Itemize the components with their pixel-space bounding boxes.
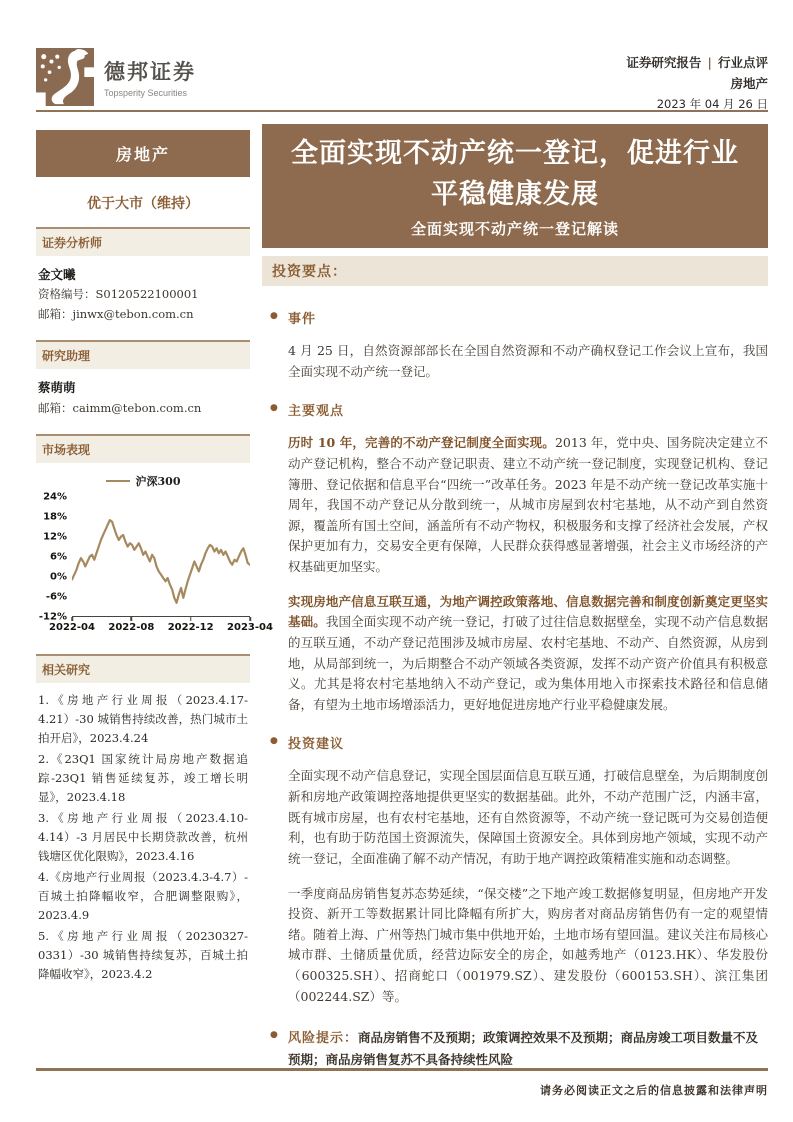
footer-divider bbox=[36, 1068, 768, 1071]
brand-name-cn: 德邦证券 bbox=[104, 61, 196, 84]
y-tick-label: 0% bbox=[50, 571, 67, 583]
y-tick-label: 18% bbox=[43, 511, 67, 523]
brand-name-en: Topsperity Securities bbox=[104, 88, 188, 98]
section-heading: 事件 bbox=[288, 312, 317, 327]
report-header bbox=[36, 48, 768, 114]
report-category: 行业点评 bbox=[717, 55, 768, 70]
industry-tag: 房地产 bbox=[36, 130, 250, 177]
paragraph-view-1: 历时 10 年，完善的不动产登记制度全面实现。2013 年，党中央、国务院决定建立不动产登记机构，整合不动产登记职责、建立不动产统一登记制度，实现登记机构、登记簿册、登记依据和信息平台“四统一”改革任务。2023 年是不动产统一登记改革实施十周年，我国不动产登记从分散到统一，从城市房屋到农村宅基地，从不动产到自然资源，覆盖所有国土空间，涵盖所有不动产物权，积极服务和支撑了经济社会发展，产权保护更加有力，交易安全更有保障，人民群众获得感显著增强，社会主义市场经济的产权基础更加坚实。 bbox=[288, 435, 768, 574]
y-tick-label: -6% bbox=[45, 591, 67, 603]
rating-badge: 优于大市（维持） bbox=[87, 196, 199, 212]
analyst-name: 金文曦 bbox=[38, 267, 76, 282]
report-subtitle: 全面实现不动产统一登记解读 bbox=[410, 220, 619, 238]
x-tick-mark bbox=[131, 617, 133, 621]
bullet-icon: ● bbox=[270, 311, 278, 321]
assistant-name: 蔡萌萌 bbox=[38, 380, 76, 396]
x-tick-mark bbox=[249, 617, 251, 621]
risk-text: 商品房销售不及预期；政策调控效果不及预期；商品房竣工项目数量不及预期；商品房销售复苏不具备持续性风险 bbox=[288, 1030, 759, 1067]
chart-x-ticks bbox=[72, 617, 250, 621]
key-points-header: 投资要点： bbox=[262, 256, 768, 286]
related-research-list bbox=[36, 683, 250, 984]
bullet-icon: ● bbox=[270, 403, 278, 414]
footer-disclaimer: 请务必阅读正文之后的信息披露和法律声明 bbox=[540, 1084, 768, 1097]
section-heading: 主要观点 bbox=[288, 404, 345, 420]
market-chart bbox=[36, 463, 273, 640]
y-tick-label: 12% bbox=[43, 531, 67, 543]
research-item[interactable]: 1.《房地产行业周报（2023.4.17-4.21）-30 城销售持续改善，热门城市土拍开启》，2023.4.24 bbox=[38, 693, 248, 746]
assistant-section-header: 研究助理 bbox=[36, 340, 250, 369]
brand-text bbox=[104, 56, 196, 98]
report-title: 全面实现不动产统一登记，促进行业平稳健康发展 bbox=[291, 138, 739, 210]
assistant-info bbox=[36, 369, 250, 420]
chart-plot-area bbox=[72, 497, 250, 617]
paragraph-lead: 历时 10 年，完善的不动产登记制度全面实现。 bbox=[288, 435, 555, 451]
research-item[interactable]: 4.《房地产行业周报（2023.4.3-4.7）-百城土拍降幅收窄，合肥调整限购》，2023.4.9 bbox=[38, 869, 248, 922]
sidebar bbox=[36, 117, 273, 1071]
assistant-email[interactable]: 邮箱：caimm@tebon.com.cn bbox=[38, 400, 202, 415]
paragraph-advice-1: 全面实现不动产信息登记，实现全国层面信息互联互通，打破信息壁垒，为后期制度创新和房地产政策调控落地提供更坚实的数据基础。此外，不动产范围广泛，内涵丰富，既有城市房屋，也有农村宅基地，还有自然资源等，不动产统一登记既可为交易创造便利，也有助于防范国土资源流失，保障国土资源安全。具体到房地产领域，实现不动产统一登记，全面准确了解不动产情况，有助于地产调控政策精准实施和动态调整。 bbox=[288, 768, 768, 866]
legend-label: 沪深300 bbox=[135, 475, 181, 489]
x-tick-label: 2022-04 bbox=[49, 622, 95, 634]
report-date: 2023 年 04 月 26 日 bbox=[656, 96, 768, 111]
report-type: 证券研究报告 bbox=[626, 55, 702, 70]
section-main-views bbox=[270, 400, 768, 419]
paragraph-view-2: 实现房地产信息互联互通，为地产调控政策落地、信息数据完善和制度创新奠定更坚实基础。我国全面实现不动产统一登记，打破了过往信息数据壁垒，实现不动产信息数据的互联互通，不动产登记范围涉及城市房屋、农村宅基地、不动产、自然资源，从房到地，从局部到统一，为后期整合不动产领域各类资源，发挥不动产资产价值具有积极意义。尤其是将农村宅基地纳入不动产登记，或为集体用地入市探索技术路径和信息储备，有望为土地市场增添活力，更好地促进房地产行业平稳健康发展。 bbox=[288, 593, 768, 712]
section-investment-advice bbox=[270, 733, 768, 752]
section-event bbox=[270, 308, 768, 327]
y-tick-label: 6% bbox=[50, 551, 67, 563]
x-tick-mark bbox=[71, 617, 73, 621]
x-tick-label: 2022-12 bbox=[167, 622, 214, 634]
chart-legend bbox=[36, 473, 250, 489]
header-meta bbox=[626, 48, 768, 114]
paragraph-lead: 实现房地产信息互联互通，为地产调控政策落地、信息数据完善和制度创新奠定更坚实基础。 bbox=[288, 593, 768, 630]
section-heading: 投资建议 bbox=[288, 737, 345, 753]
header-divider bbox=[36, 110, 768, 112]
analyst-cert: 资格编号：S0120522100001 bbox=[38, 287, 199, 302]
research-section-header: 相关研究 bbox=[36, 654, 250, 683]
y-tick-label: -12% bbox=[38, 611, 67, 623]
risk-label: 风险提示： bbox=[288, 1031, 359, 1047]
research-item[interactable]: 2.《23Q1 国家统计局房地产数据追踪-23Q1 销售延续复苏，竣工增长明显》，2023.4.18 bbox=[38, 752, 248, 804]
x-tick-mark bbox=[190, 617, 192, 621]
brand bbox=[36, 48, 196, 106]
report-title-box bbox=[262, 124, 768, 248]
bullet-icon: ● bbox=[270, 736, 278, 747]
analyst-email[interactable]: 邮箱：jinwx@tebon.com.cn bbox=[38, 306, 194, 321]
bullet-icon: ● bbox=[270, 1030, 278, 1041]
y-tick-label: 24% bbox=[43, 491, 67, 503]
section-risk bbox=[270, 1027, 768, 1070]
main-content bbox=[262, 117, 768, 1071]
chart-x-axis bbox=[49, 622, 273, 636]
research-item[interactable]: 3.《房地产行业周报（2023.4.10-4.14）-3 月居民中长期贷款改善，杭州钱塘区优化限购》，2023.4.16 bbox=[38, 810, 248, 863]
market-chart-line-svg bbox=[72, 497, 250, 616]
x-tick-label: 2022-08 bbox=[108, 622, 155, 634]
company-logo-leopard-icon bbox=[36, 48, 94, 106]
paragraph-advice-2: 一季度商品房销售复苏态势延续，“保交楼”之下地产竣工数据修复明显，但房地产开发投资、新开工等数据累计同比降幅有所扩大，购房者对商品房销售仍有一定的观望情绪。随着上海、广州等热门城市集中供地开始，土地市场有望回温。建议关注布局核心城市群、土储质量优质，经营边际安全的房企，如越秀地产（0123.HK）、华发股份（600325.SH）、招商蛇口（001979.SZ）、建发股份（600153.SH）、滨江集团（002244.SZ）等。 bbox=[288, 885, 768, 1004]
legend-line-swatch-icon bbox=[106, 480, 130, 482]
industry-label: 房地产 bbox=[730, 76, 768, 92]
analyst-section-header: 证券分析师 bbox=[36, 227, 250, 256]
research-item[interactable]: 5.《房地产行业周报（20230327-0331）-30 城销售持续复苏，百城土拍降幅收窄》，2023.4.2 bbox=[38, 928, 248, 981]
paragraph-event: 4 月 25 日，自然资源部部长在全国自然资源和不动产确权登记工作会议上宣布，我国全面实现不动产统一登记。 bbox=[288, 343, 768, 379]
market-section-header: 市场表现 bbox=[36, 434, 250, 463]
separator: | bbox=[707, 55, 712, 70]
chart-y-axis bbox=[36, 491, 72, 623]
hs300-line-series bbox=[72, 520, 250, 603]
analyst-info bbox=[36, 256, 250, 326]
report-type-line bbox=[626, 52, 768, 73]
x-tick-label: 2023-04 bbox=[227, 622, 273, 634]
